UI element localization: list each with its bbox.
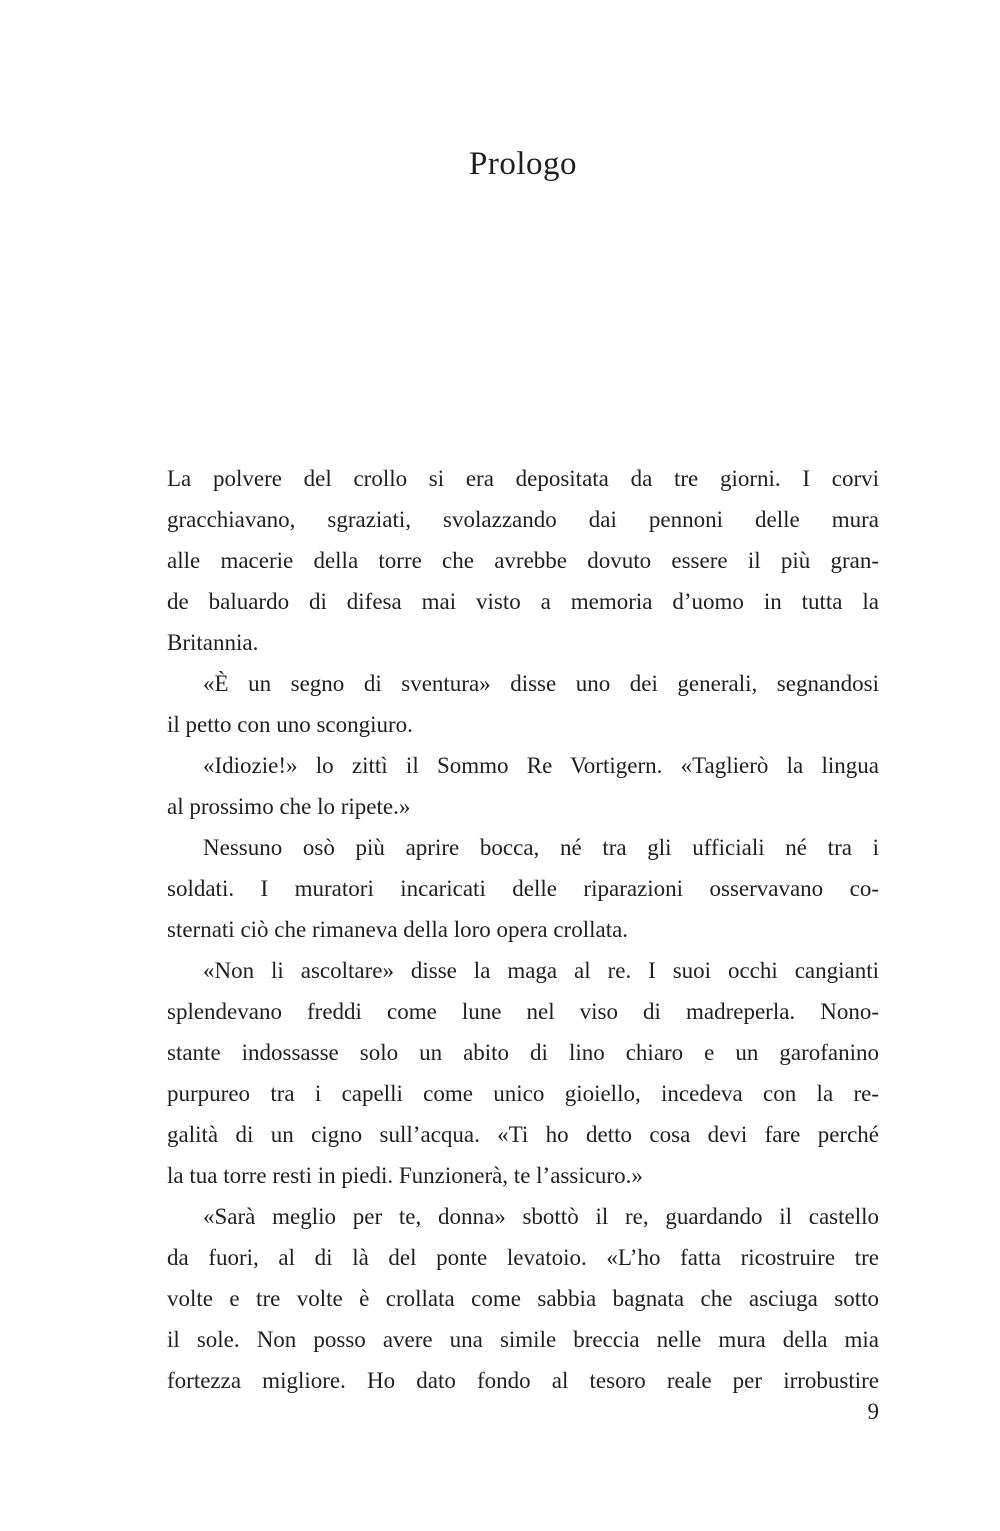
text-line: il petto con uno scongiuro. xyxy=(167,712,413,737)
text-line: al prossimo che lo ripete.» xyxy=(167,794,411,819)
text-line: «Non li ascoltare» disse la maga al re. I suoi occhi cangianti xyxy=(203,958,879,983)
text-line: alle macerie della torre che avrebbe dovuto essere il più gran- xyxy=(167,548,879,573)
text-line: La polvere del crollo si era depositata da tre giorni. I corvi xyxy=(167,466,879,491)
text-line: splendevano freddi come lune nel viso di madreperla. Nono- xyxy=(167,999,879,1024)
paragraph xyxy=(167,950,879,1196)
page-number: 9 xyxy=(867,1399,879,1424)
paragraph xyxy=(167,458,879,663)
text-line: de baluardo di difesa mai visto a memoria d’uomo in tutta la xyxy=(167,589,879,614)
text-line: «Idiozie!» lo zittì il Sommo Re Vortigern. «Taglierò la lingua xyxy=(203,753,879,778)
text-line: da fuori, al di là del ponte levatoio. «L’ho fatta ricostruire tre xyxy=(167,1245,879,1270)
text-line: Britannia. xyxy=(167,630,259,655)
paragraph xyxy=(167,745,879,827)
paragraph xyxy=(167,827,879,950)
text-line: gracchiavano, sgraziati, svolazzando dai pennoni delle mura xyxy=(167,507,879,532)
text-line: Nessuno osò più aprire bocca, né tra gli ufficiali né tra i xyxy=(203,835,879,860)
text-line: soldati. I muratori incaricati delle riparazioni osservavano co- xyxy=(167,876,879,901)
paragraph xyxy=(167,663,879,745)
chapter-title: Prologo xyxy=(468,146,577,182)
text-line: purpureo tra i capelli come unico gioiello, incedeva con la re- xyxy=(167,1081,879,1106)
text-line: «È un segno di sventura» disse uno dei generali, segnandosi xyxy=(203,671,879,696)
text-line: fortezza migliore. Ho dato fondo al tesoro reale per irrobustire xyxy=(167,1368,879,1393)
page-body xyxy=(167,458,879,1401)
text-line: «Sarà meglio per te, donna» sbottò il re, guardando il castello xyxy=(203,1204,879,1229)
text-line: sternati ciò che rimaneva della loro opera crollata. xyxy=(167,917,629,942)
text-line: la tua torre resti in piedi. Funzionerà, te l’assicuro.» xyxy=(167,1163,643,1188)
text-line: galità di un cigno sull’acqua. «Ti ho detto cosa devi fare perché xyxy=(167,1122,879,1147)
text-line: stante indossasse solo un abito di lino chiaro e un garofanino xyxy=(167,1040,879,1065)
paragraph xyxy=(167,1196,879,1401)
text-line: volte e tre volte è crollata come sabbia bagnata che asciuga sotto xyxy=(167,1286,879,1311)
text-line: il sole. Non posso avere una simile breccia nelle mura della mia xyxy=(167,1327,879,1352)
